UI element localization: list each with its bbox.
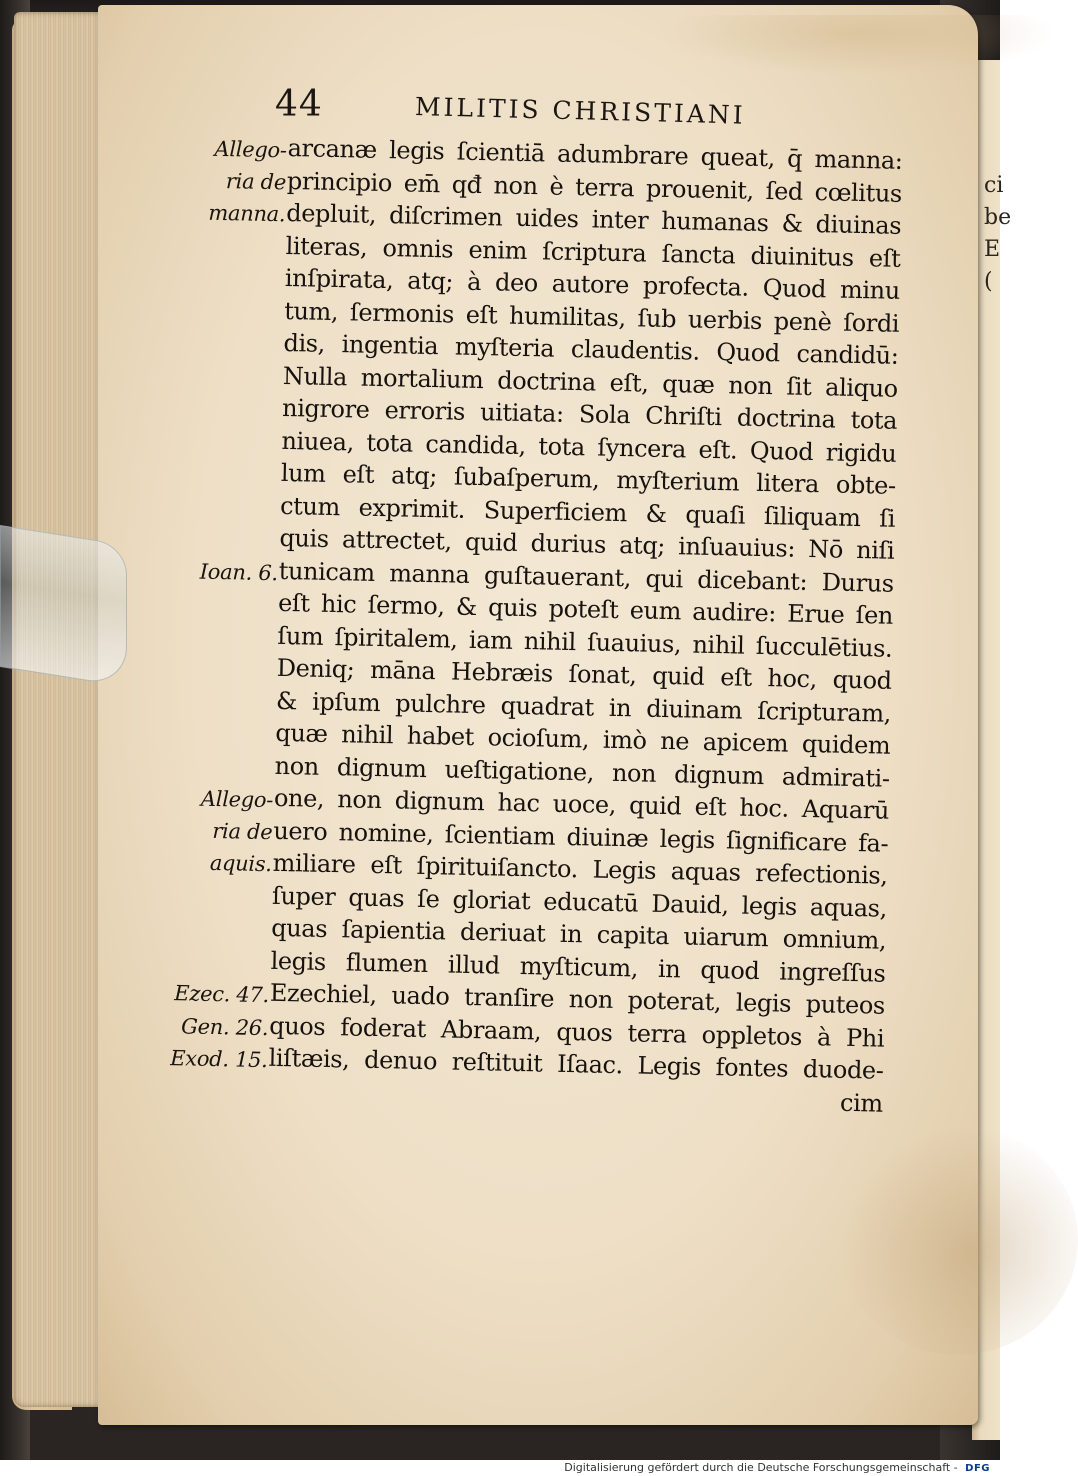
text-line: quæ nihil habet ocioſum, imò ne apicem quidem — [275, 718, 891, 760]
text-line: niuea, tota candida, tota ſyncera eſt. Quod rigidu — [281, 426, 897, 468]
margin-note: Allego- ria de manna. — [208, 136, 287, 227]
text-line: legis flumen illud myſticum, in quod ingreſſus — [270, 946, 886, 988]
text-line: inſpirata, atq; à deo autore profecta. Quod minu — [284, 263, 901, 305]
text-line: Nulla mortalium doctrina eſt, quæ non ſit aliquo — [282, 361, 899, 403]
text-line: tum, ſermonis eſt humilitas, ſub uerbis penè ſordi — [283, 296, 900, 338]
text-line: Deniq; māna Hebræis ſonat, quid eſt hoc, quod — [276, 653, 892, 695]
margin-note: Exod. 15. — [170, 1046, 268, 1073]
text-line: arcanæ legis ſcientiā adumbrare queat, q̄ manna: — [287, 133, 903, 175]
text-line: quas ſapientia deriuat in capita uiarum omnium, — [271, 913, 887, 955]
text-line: tunicam manna guſtauerant, qui dicebant: Durus — [278, 556, 894, 598]
page-stain — [838, 1125, 1078, 1355]
text-line: depluit, diſcrimen uides inter humanas & diuinas — [286, 198, 902, 240]
margin-note: Ioan. 6. — [199, 559, 279, 585]
text-line: ſum ſpiritalem, iam nihil ſuauius, nihil ſucculētius. — [277, 621, 893, 663]
text-line: & ipſum pulchre quadrat in diuinam ſcripturam, — [275, 686, 892, 728]
text-line: Ezechiel, uado tranſire non poterat, legis puteos — [269, 978, 886, 1020]
page-stain — [658, 15, 1058, 75]
running-head: MILITIS CHRISTIANI — [414, 92, 746, 130]
adjacent-page-text: ci be E ( — [984, 173, 1012, 294]
text-line: nigrore erroris uitiata: Sola Chriſti doctrina tota — [281, 393, 898, 435]
text-line: miliare eſt ſpirituiſancto. Legis aquas refectionis, — [272, 848, 888, 890]
page-clip — [0, 525, 127, 687]
text-line: liſtæis, denuo reſtituit Iſaac. Legis fontes duode- — [268, 1043, 884, 1085]
text-line: quos foderat Abraam, quos terra oppletos à Phi — [268, 1011, 885, 1053]
body-text — [268, 132, 903, 1120]
text-line: uero nomine, ſcientiam diuinæ legis ſignificare fa- — [273, 816, 889, 858]
page-number: 44 — [275, 84, 323, 125]
margin-note: Ezec. 47. — [174, 981, 270, 1008]
text-line: cim — [839, 1088, 884, 1118]
text-line: non dignum ueſtigatione, non dignum admirati- — [274, 751, 890, 793]
text-line: eſt hic ſermo, & quis poteſt eum audire: Erue ſen — [277, 588, 894, 630]
text-line: principio em̄ qđ non è terra prouenit, ſed cœlitus — [286, 166, 903, 208]
text-line: ſuper quas ſe gloriat educatū Dauid, legis aquas, — [271, 881, 888, 923]
text-line: literas, omnis enim ſcriptura ſancta diuinitus eſt — [285, 231, 901, 273]
footer-credit-text: Digitalisierung gefördert durch die Deutsche Forschungsgemeinschaft - — [564, 1461, 958, 1474]
text-line: lum eſt atq; ſubaſperum, myſterium litera obte- — [280, 458, 897, 500]
text-line: dis, ingentia myſteria claudentis. Quod candidū: — [283, 328, 899, 370]
text-line: one, non dignum hac uoce, quid eſt hoc. Aquarū — [273, 783, 890, 825]
page-header — [275, 84, 815, 130]
footer-credit — [564, 1460, 990, 1476]
footer-bar — [0, 1460, 1000, 1475]
margin-note: Allego- ria de aquis. — [200, 786, 274, 877]
text-line: ctum exprimit. Superficiem & quaſi ſiliquam ſi — [279, 491, 896, 533]
margin-note: Gen. 26. — [180, 1013, 269, 1040]
dfg-logo: DFG — [965, 1463, 990, 1474]
text-line: quis attrectet, quid durius atq; inſuauius: Nō niſi — [279, 523, 895, 565]
